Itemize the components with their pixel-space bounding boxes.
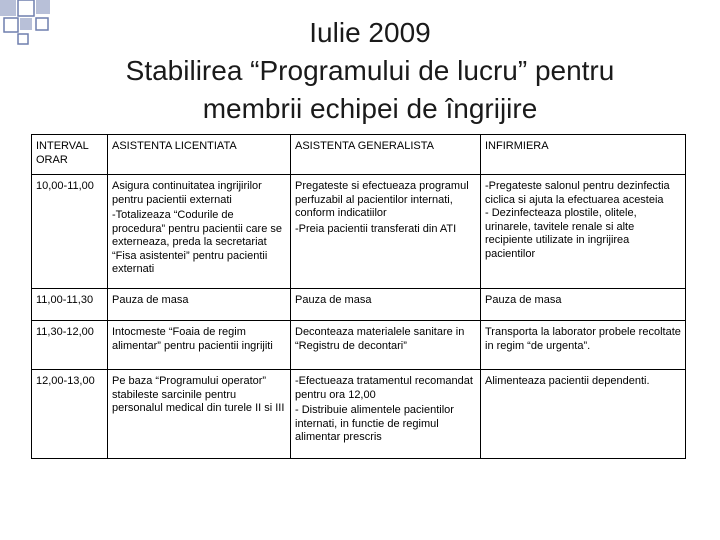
- cell-text: - Dezinfecteaza plostile, olitele, urinarele, tavitele renale si alte recipiente utilizate in ingrijirea pacientilor: [485, 207, 637, 260]
- table-row: [32, 175, 686, 289]
- deco-square: [36, 18, 48, 30]
- table-row: [32, 370, 686, 459]
- interval-cell: 12,00-13,00: [32, 370, 108, 459]
- infirmiera-cell: Transporta la laborator probele recoltate in regim “de urgenta”.: [481, 321, 686, 370]
- generalista-cell: Pauza de masa: [291, 289, 481, 321]
- generalista-cell: Deconteaza materialele sanitare in “Registru de decontari”: [291, 321, 481, 370]
- column-header: INFIRMIERA: [481, 135, 686, 175]
- infirmiera-cell: [481, 175, 686, 289]
- licentiata-cell: Intocmeste “Foaia de regim alimentar” pentru pacientii ingrijiti: [108, 321, 291, 370]
- schedule-table: [31, 134, 686, 459]
- infirmiera-cell: Alimenteaza pacientii dependenti.: [481, 370, 686, 459]
- interval-cell: 10,00-11,00: [32, 175, 108, 289]
- deco-square: [20, 18, 32, 30]
- page-title: [60, 14, 680, 128]
- generalista-cell: [291, 370, 481, 459]
- cell-text: Pregateste si efectueaza programul perfuzabil al pacientilor internati, conform indicatiilor: [295, 180, 469, 219]
- licentiata-cell: Pauza de masa: [108, 289, 291, 321]
- licentiata-cell: Pe baza “Programului operator” stabileste sarcinile pentru personalul medical din turele II si III: [108, 370, 291, 459]
- cell-text: -Preia pacientii transferati din ATI: [295, 222, 457, 235]
- column-header: INTERVAL ORAR: [32, 135, 108, 175]
- cell-text: -Pregateste salonul pentru dezinfectia ciclica si ajuta la efectuarea acesteia: [485, 180, 670, 206]
- deco-square: [18, 0, 34, 16]
- deco-square: [36, 0, 50, 14]
- title-line: Iulie 2009: [309, 17, 431, 48]
- deco-square: [0, 0, 16, 16]
- licentiata-cell: [108, 175, 291, 289]
- interval-cell: 11,00-11,30: [32, 289, 108, 321]
- infirmiera-cell: Pauza de masa: [481, 289, 686, 321]
- cell-text: Asigura continuitatea ingrijirilor pentru pacientii externati: [112, 180, 262, 206]
- cell-text: - Distribuie alimentele pacientilor internati, in functie de regimul alimentar prescris: [295, 404, 454, 443]
- title-line: membrii echipei de îngrijire: [202, 93, 538, 124]
- table-header-row: [32, 135, 686, 175]
- title-line: Stabilirea “Programului de lucru” pentru: [125, 55, 615, 86]
- deco-square: [18, 34, 28, 44]
- generalista-cell: [291, 175, 481, 289]
- cell-text: -Efectueaza tratamentul recomandat pentru ora 12,00: [295, 375, 473, 401]
- column-header: ASISTENTA LICENTIATA: [108, 135, 291, 175]
- deco-square: [4, 18, 18, 32]
- column-header: ASISTENTA GENERALISTA: [291, 135, 481, 175]
- interval-cell: 11,30-12,00: [32, 321, 108, 370]
- cell-text: -Totalizeaza “Codurile de procedura” pentru pacientii care se externeaza, preda la secretariat “Fisa asistentei” pentru pacientii externati: [112, 209, 282, 275]
- table-row: [32, 289, 686, 321]
- table-row: [32, 321, 686, 370]
